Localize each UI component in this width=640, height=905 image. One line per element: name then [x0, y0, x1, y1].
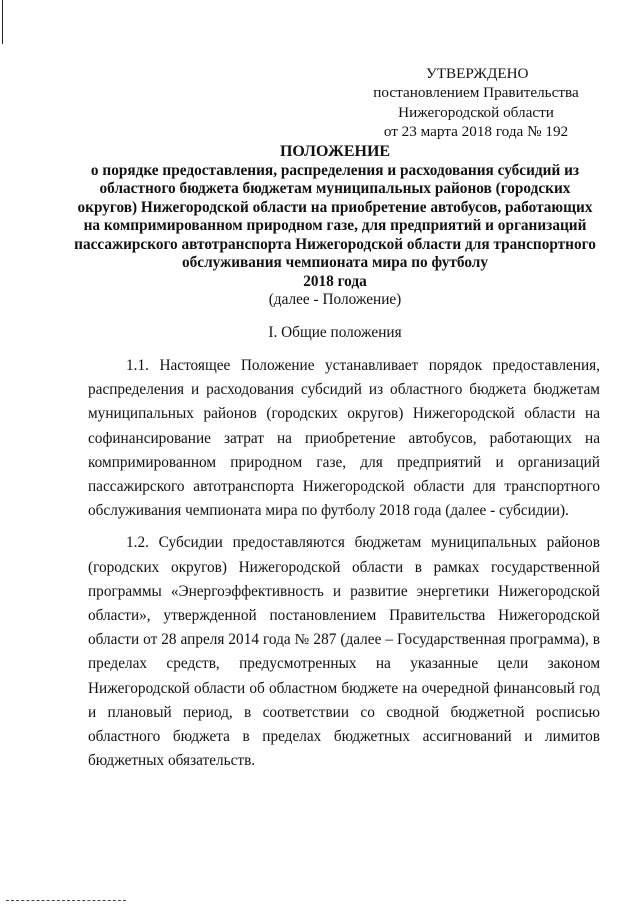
scan-edge-mark: [2, 0, 3, 44]
document-subject-year: 2018 года: [303, 272, 367, 290]
document-short-name-note: (далее - Положение): [268, 291, 402, 308]
approval-line-1: постановлением Правительства: [373, 84, 579, 102]
approval-line-3: от 23 марта 2018 года № 192: [383, 123, 569, 141]
document-body: [88, 354, 600, 773]
document-title: ПОЛОЖЕНИЕ: [279, 143, 391, 160]
section-title: I. Общие положения: [268, 324, 402, 341]
approval-title: УТВЕРЖДЕНО: [426, 65, 529, 82]
paragraph-1-2: 1.2. Субсидии предоставляются бюджетам муниципальных районов (городских округов) Нижегородской области в рамках государственной программы «Энергоэффективность и развитие энергетики Нижегородской области», утвержденной постановлением Правительства Нижегородской области от 28 апреля 2014 года № 287 (далее – Государственная программа), в пределах средств, предусмотренных на указанные цели законом Нижегородской области об областном бюджете на очередной финансовый год и плановый период, в соответствии со сводной бюджетной росписью областного бюджета в пределах бюджетных ассигнований и лимитов бюджетных обязательств.: [88, 534, 600, 770]
paragraph-1-1: 1.1. Настоящее Положение устанавливает порядок предоставления, распределения и расходования субсидий из областного бюджета бюджетам муниципальных районов (городских округов) Нижегородской области на софинансирование затрат на приобретение автобусов, работающих на компримированном природном газе, для предприятий и организаций пассажирского автотранспорта Нижегородской области для транспортного обслуживания чемпионата мира по футболу 2018 года (далее - субсидии).: [88, 357, 600, 520]
document-subject: о порядке предоставления, распределения и расходования субсидий из областного бюджета бюджетам муниципальных районов (городских округов) Нижегородской области на приобретение автобусов, работающих на компримированном природном газе, для предприятий и организаций пассажирского автотранспорта Нижегородской области для транспортного обслуживания чемпионата мира по футболу: [74, 161, 596, 271]
document-heading: [70, 143, 600, 310]
scan-bottom-mark: [6, 900, 126, 902]
approval-line-2: Нижегородской области: [398, 103, 554, 121]
approval-block: [352, 64, 600, 142]
